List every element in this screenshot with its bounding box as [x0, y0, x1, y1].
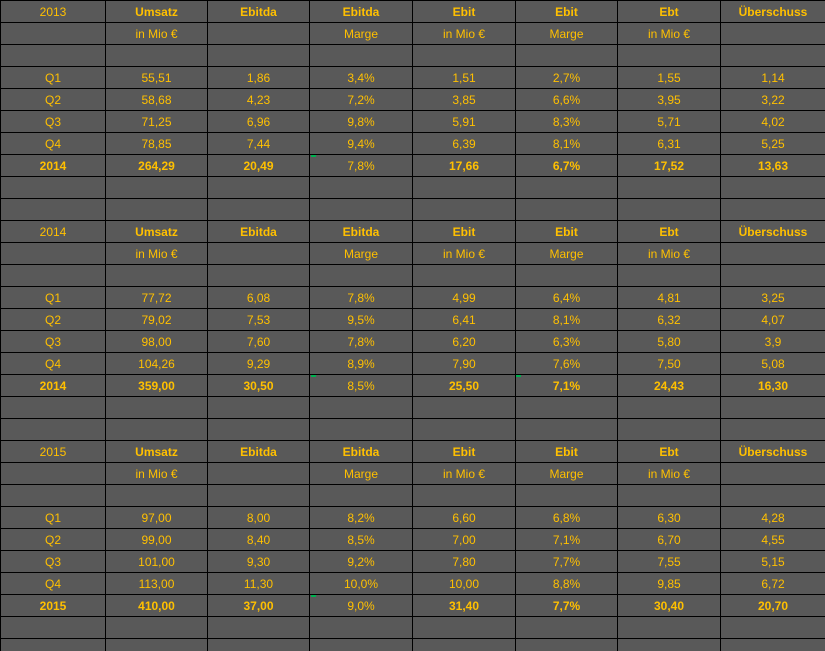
data-cell: 30,50 — [208, 375, 310, 397]
sub-header: in Mio € — [413, 463, 516, 485]
data-cell: 6,60 — [413, 507, 516, 529]
empty-cell — [106, 397, 208, 419]
data-cell: 264,29 — [106, 155, 208, 177]
data-cell: 1,86 — [208, 67, 310, 89]
row-label: Q2 — [1, 529, 106, 551]
data-cell: 8,5% — [310, 375, 413, 397]
empty-cell — [721, 617, 825, 639]
column-header: Ebt — [618, 221, 721, 243]
empty-cell — [310, 419, 413, 441]
sub-header: Marge — [310, 23, 413, 45]
column-header: Ebitda — [208, 441, 310, 463]
empty-cell — [721, 45, 825, 67]
data-cell: 3,95 — [618, 89, 721, 111]
data-cell: 8,40 — [208, 529, 310, 551]
column-header: Ebitda — [208, 221, 310, 243]
data-cell: 359,00 — [106, 375, 208, 397]
empty-cell — [516, 419, 618, 441]
sub-header: Marge — [310, 243, 413, 265]
table-row — [1, 353, 825, 375]
data-cell: 7,8% — [310, 155, 413, 177]
empty-cell — [413, 397, 516, 419]
data-cell: 7,90 — [413, 353, 516, 375]
data-cell: 6,39 — [413, 133, 516, 155]
sub-header: in Mio € — [618, 243, 721, 265]
spacer-row — [1, 199, 825, 221]
spacer-row — [1, 617, 825, 639]
block-year-label: 2015 — [1, 441, 106, 463]
data-cell: 20,49 — [208, 155, 310, 177]
empty-cell — [106, 45, 208, 67]
empty-cell — [310, 485, 413, 507]
empty-cell — [516, 485, 618, 507]
data-cell: 9,85 — [618, 573, 721, 595]
data-cell: 2,7% — [516, 67, 618, 89]
column-header: Überschuss — [721, 221, 825, 243]
spacer-row — [1, 397, 825, 419]
data-cell: 3,22 — [721, 89, 825, 111]
data-cell: 8,00 — [208, 507, 310, 529]
empty-cell — [106, 485, 208, 507]
empty-cell — [516, 265, 618, 287]
sub-header: in Mio € — [413, 23, 516, 45]
row-label: 2014 — [1, 375, 106, 397]
empty-cell — [618, 419, 721, 441]
data-cell: 7,7% — [516, 551, 618, 573]
data-cell: 7,60 — [208, 331, 310, 353]
sub-header — [1, 23, 106, 45]
empty-cell — [413, 639, 516, 651]
data-cell: 78,85 — [106, 133, 208, 155]
data-cell: 5,15 — [721, 551, 825, 573]
data-cell: 79,02 — [106, 309, 208, 331]
empty-cell — [310, 45, 413, 67]
data-cell: 5,71 — [618, 111, 721, 133]
empty-cell — [721, 639, 825, 651]
data-cell: 7,53 — [208, 309, 310, 331]
data-cell: 7,8% — [310, 287, 413, 309]
table-row — [1, 441, 825, 463]
row-label: Q3 — [1, 331, 106, 353]
sub-header: in Mio € — [106, 23, 208, 45]
sub-header — [208, 463, 310, 485]
row-label: 2014 — [1, 155, 106, 177]
data-cell: 17,52 — [618, 155, 721, 177]
comment-marker-icon — [516, 375, 521, 377]
empty-cell — [106, 199, 208, 221]
table-row — [1, 111, 825, 133]
data-cell: 4,02 — [721, 111, 825, 133]
row-label: Q4 — [1, 353, 106, 375]
data-cell: 37,00 — [208, 595, 310, 617]
data-cell: 7,50 — [618, 353, 721, 375]
data-cell: 6,7% — [516, 155, 618, 177]
empty-cell — [516, 617, 618, 639]
empty-cell — [413, 199, 516, 221]
empty-cell — [1, 419, 106, 441]
data-cell: 99,00 — [106, 529, 208, 551]
table-row — [1, 309, 825, 331]
spacer-row — [1, 485, 825, 507]
empty-cell — [721, 485, 825, 507]
table-row — [1, 551, 825, 573]
table-row — [1, 243, 825, 265]
empty-cell — [310, 177, 413, 199]
empty-cell — [106, 419, 208, 441]
row-label: Q4 — [1, 133, 106, 155]
data-cell: 8,1% — [516, 309, 618, 331]
data-cell: 3,85 — [413, 89, 516, 111]
table-row — [1, 507, 825, 529]
data-cell: 31,40 — [413, 595, 516, 617]
block-year-label: 2014 — [1, 221, 106, 243]
column-header: Ebt — [618, 441, 721, 463]
data-cell: 6,72 — [721, 573, 825, 595]
table-row — [1, 463, 825, 485]
spacer-row — [1, 265, 825, 287]
column-header: Ebit — [516, 441, 618, 463]
empty-cell — [1, 265, 106, 287]
sub-header — [208, 23, 310, 45]
data-cell: 20,70 — [721, 595, 825, 617]
data-cell: 9,30 — [208, 551, 310, 573]
data-cell: 10,00 — [413, 573, 516, 595]
comment-marker-icon — [311, 155, 316, 157]
column-header: Umsatz — [106, 221, 208, 243]
empty-cell — [413, 265, 516, 287]
empty-cell — [618, 177, 721, 199]
data-cell: 9,29 — [208, 353, 310, 375]
sub-header — [721, 23, 825, 45]
empty-cell — [310, 397, 413, 419]
data-cell: 6,4% — [516, 287, 618, 309]
row-label: Q1 — [1, 507, 106, 529]
data-cell: 7,1% — [516, 375, 618, 397]
data-cell: 101,00 — [106, 551, 208, 573]
empty-cell — [413, 419, 516, 441]
empty-cell — [516, 45, 618, 67]
spacer-row — [1, 45, 825, 67]
data-cell: 4,99 — [413, 287, 516, 309]
column-header: Ebt — [618, 1, 721, 23]
total-row — [1, 375, 825, 397]
empty-cell — [106, 617, 208, 639]
spacer-row — [1, 639, 825, 651]
data-cell: 8,1% — [516, 133, 618, 155]
empty-cell — [310, 617, 413, 639]
data-cell: 98,00 — [106, 331, 208, 353]
column-header: Ebitda — [310, 441, 413, 463]
table-row — [1, 287, 825, 309]
empty-cell — [1, 639, 106, 651]
row-label: Q2 — [1, 89, 106, 111]
data-cell: 3,9 — [721, 331, 825, 353]
empty-cell — [208, 617, 310, 639]
row-label: Q4 — [1, 573, 106, 595]
sub-header — [1, 243, 106, 265]
data-cell: 9,8% — [310, 111, 413, 133]
data-cell: 7,00 — [413, 529, 516, 551]
data-cell: 4,28 — [721, 507, 825, 529]
data-cell: 5,91 — [413, 111, 516, 133]
data-cell: 16,30 — [721, 375, 825, 397]
data-cell: 5,25 — [721, 133, 825, 155]
column-header: Ebit — [516, 221, 618, 243]
data-cell: 71,25 — [106, 111, 208, 133]
data-cell: 4,23 — [208, 89, 310, 111]
data-cell: 6,31 — [618, 133, 721, 155]
empty-cell — [310, 639, 413, 651]
data-cell: 4,55 — [721, 529, 825, 551]
column-header: Umsatz — [106, 1, 208, 23]
comment-marker-icon — [311, 595, 316, 597]
data-cell: 9,0% — [310, 595, 413, 617]
empty-cell — [1, 397, 106, 419]
empty-cell — [413, 45, 516, 67]
empty-cell — [618, 617, 721, 639]
empty-cell — [310, 199, 413, 221]
data-cell: 4,81 — [618, 287, 721, 309]
data-cell: 13,63 — [721, 155, 825, 177]
empty-cell — [413, 177, 516, 199]
total-row — [1, 155, 825, 177]
data-cell: 8,9% — [310, 353, 413, 375]
data-cell: 7,8% — [310, 331, 413, 353]
empty-cell — [208, 639, 310, 651]
table-row — [1, 133, 825, 155]
empty-cell — [618, 199, 721, 221]
row-label: Q1 — [1, 67, 106, 89]
data-cell: 7,55 — [618, 551, 721, 573]
data-cell: 5,08 — [721, 353, 825, 375]
data-cell: 9,4% — [310, 133, 413, 155]
data-cell: 7,2% — [310, 89, 413, 111]
empty-cell — [618, 397, 721, 419]
column-header: Ebit — [516, 1, 618, 23]
sub-header: in Mio € — [618, 463, 721, 485]
sub-header — [721, 243, 825, 265]
empty-cell — [721, 177, 825, 199]
sub-header: Marge — [516, 463, 618, 485]
empty-cell — [208, 45, 310, 67]
column-header: Ebitda — [310, 1, 413, 23]
sub-header: in Mio € — [106, 243, 208, 265]
data-cell: 6,6% — [516, 89, 618, 111]
data-cell: 55,51 — [106, 67, 208, 89]
empty-cell — [618, 265, 721, 287]
column-header: Ebitda — [310, 221, 413, 243]
data-cell: 8,2% — [310, 507, 413, 529]
data-cell: 9,5% — [310, 309, 413, 331]
table-row — [1, 23, 825, 45]
block-year-label: 2013 — [1, 1, 106, 23]
empty-cell — [721, 265, 825, 287]
data-cell: 97,00 — [106, 507, 208, 529]
data-cell: 6,08 — [208, 287, 310, 309]
spacer-row — [1, 419, 825, 441]
column-header: Umsatz — [106, 441, 208, 463]
data-cell: 8,8% — [516, 573, 618, 595]
data-cell: 6,41 — [413, 309, 516, 331]
spacer-row — [1, 177, 825, 199]
empty-cell — [208, 199, 310, 221]
sub-header: Marge — [310, 463, 413, 485]
data-cell: 3,25 — [721, 287, 825, 309]
data-cell: 410,00 — [106, 595, 208, 617]
column-header: Ebit — [413, 1, 516, 23]
sub-header: Marge — [516, 243, 618, 265]
sub-header: in Mio € — [618, 23, 721, 45]
empty-cell — [106, 177, 208, 199]
data-cell: 17,66 — [413, 155, 516, 177]
empty-cell — [618, 45, 721, 67]
empty-cell — [516, 397, 618, 419]
data-cell: 104,26 — [106, 353, 208, 375]
data-cell: 6,32 — [618, 309, 721, 331]
sub-header — [1, 463, 106, 485]
data-cell: 113,00 — [106, 573, 208, 595]
data-cell: 4,07 — [721, 309, 825, 331]
row-label: Q1 — [1, 287, 106, 309]
sub-header: Marge — [516, 23, 618, 45]
table-row — [1, 67, 825, 89]
empty-cell — [618, 485, 721, 507]
data-cell: 10,0% — [310, 573, 413, 595]
table-row — [1, 573, 825, 595]
data-cell: 6,20 — [413, 331, 516, 353]
row-label: Q3 — [1, 111, 106, 133]
row-label: Q2 — [1, 309, 106, 331]
data-cell: 6,30 — [618, 507, 721, 529]
sub-header — [208, 243, 310, 265]
data-cell: 9,2% — [310, 551, 413, 573]
empty-cell — [208, 265, 310, 287]
table-row — [1, 529, 825, 551]
comment-marker-icon — [311, 375, 316, 377]
data-cell: 8,3% — [516, 111, 618, 133]
empty-cell — [208, 177, 310, 199]
empty-cell — [1, 485, 106, 507]
sub-header: in Mio € — [106, 463, 208, 485]
data-cell: 6,70 — [618, 529, 721, 551]
data-cell: 77,72 — [106, 287, 208, 309]
sub-header: in Mio € — [413, 243, 516, 265]
empty-cell — [1, 177, 106, 199]
data-cell: 11,30 — [208, 573, 310, 595]
data-cell: 3,4% — [310, 67, 413, 89]
column-header: Überschuss — [721, 1, 825, 23]
column-header: Ebit — [413, 441, 516, 463]
table-row — [1, 89, 825, 111]
total-row — [1, 595, 825, 617]
empty-cell — [208, 419, 310, 441]
table-row — [1, 221, 825, 243]
data-cell: 30,40 — [618, 595, 721, 617]
empty-cell — [516, 199, 618, 221]
empty-cell — [208, 397, 310, 419]
data-cell: 1,55 — [618, 67, 721, 89]
data-cell: 1,51 — [413, 67, 516, 89]
empty-cell — [721, 199, 825, 221]
empty-cell — [1, 199, 106, 221]
table-row — [1, 331, 825, 353]
data-cell: 6,8% — [516, 507, 618, 529]
empty-cell — [618, 639, 721, 651]
data-cell: 8,5% — [310, 529, 413, 551]
data-cell: 7,6% — [516, 353, 618, 375]
empty-cell — [208, 485, 310, 507]
data-cell: 5,80 — [618, 331, 721, 353]
data-cell: 58,68 — [106, 89, 208, 111]
data-cell: 24,43 — [618, 375, 721, 397]
empty-cell — [413, 485, 516, 507]
table-row — [1, 1, 825, 23]
column-header: Überschuss — [721, 441, 825, 463]
empty-cell — [721, 419, 825, 441]
column-header: Ebitda — [208, 1, 310, 23]
empty-cell — [106, 639, 208, 651]
empty-cell — [310, 265, 413, 287]
empty-cell — [516, 177, 618, 199]
empty-cell — [106, 265, 208, 287]
empty-cell — [1, 617, 106, 639]
sub-header — [721, 463, 825, 485]
row-label: Q3 — [1, 551, 106, 573]
data-cell: 6,96 — [208, 111, 310, 133]
empty-cell — [516, 639, 618, 651]
data-cell: 7,80 — [413, 551, 516, 573]
data-cell: 7,1% — [516, 529, 618, 551]
data-cell: 1,14 — [721, 67, 825, 89]
data-cell: 25,50 — [413, 375, 516, 397]
data-cell: 6,3% — [516, 331, 618, 353]
empty-cell — [721, 397, 825, 419]
data-cell: 7,7% — [516, 595, 618, 617]
empty-cell — [413, 617, 516, 639]
empty-cell — [1, 45, 106, 67]
row-label: 2015 — [1, 595, 106, 617]
data-cell: 7,44 — [208, 133, 310, 155]
column-header: Ebit — [413, 221, 516, 243]
